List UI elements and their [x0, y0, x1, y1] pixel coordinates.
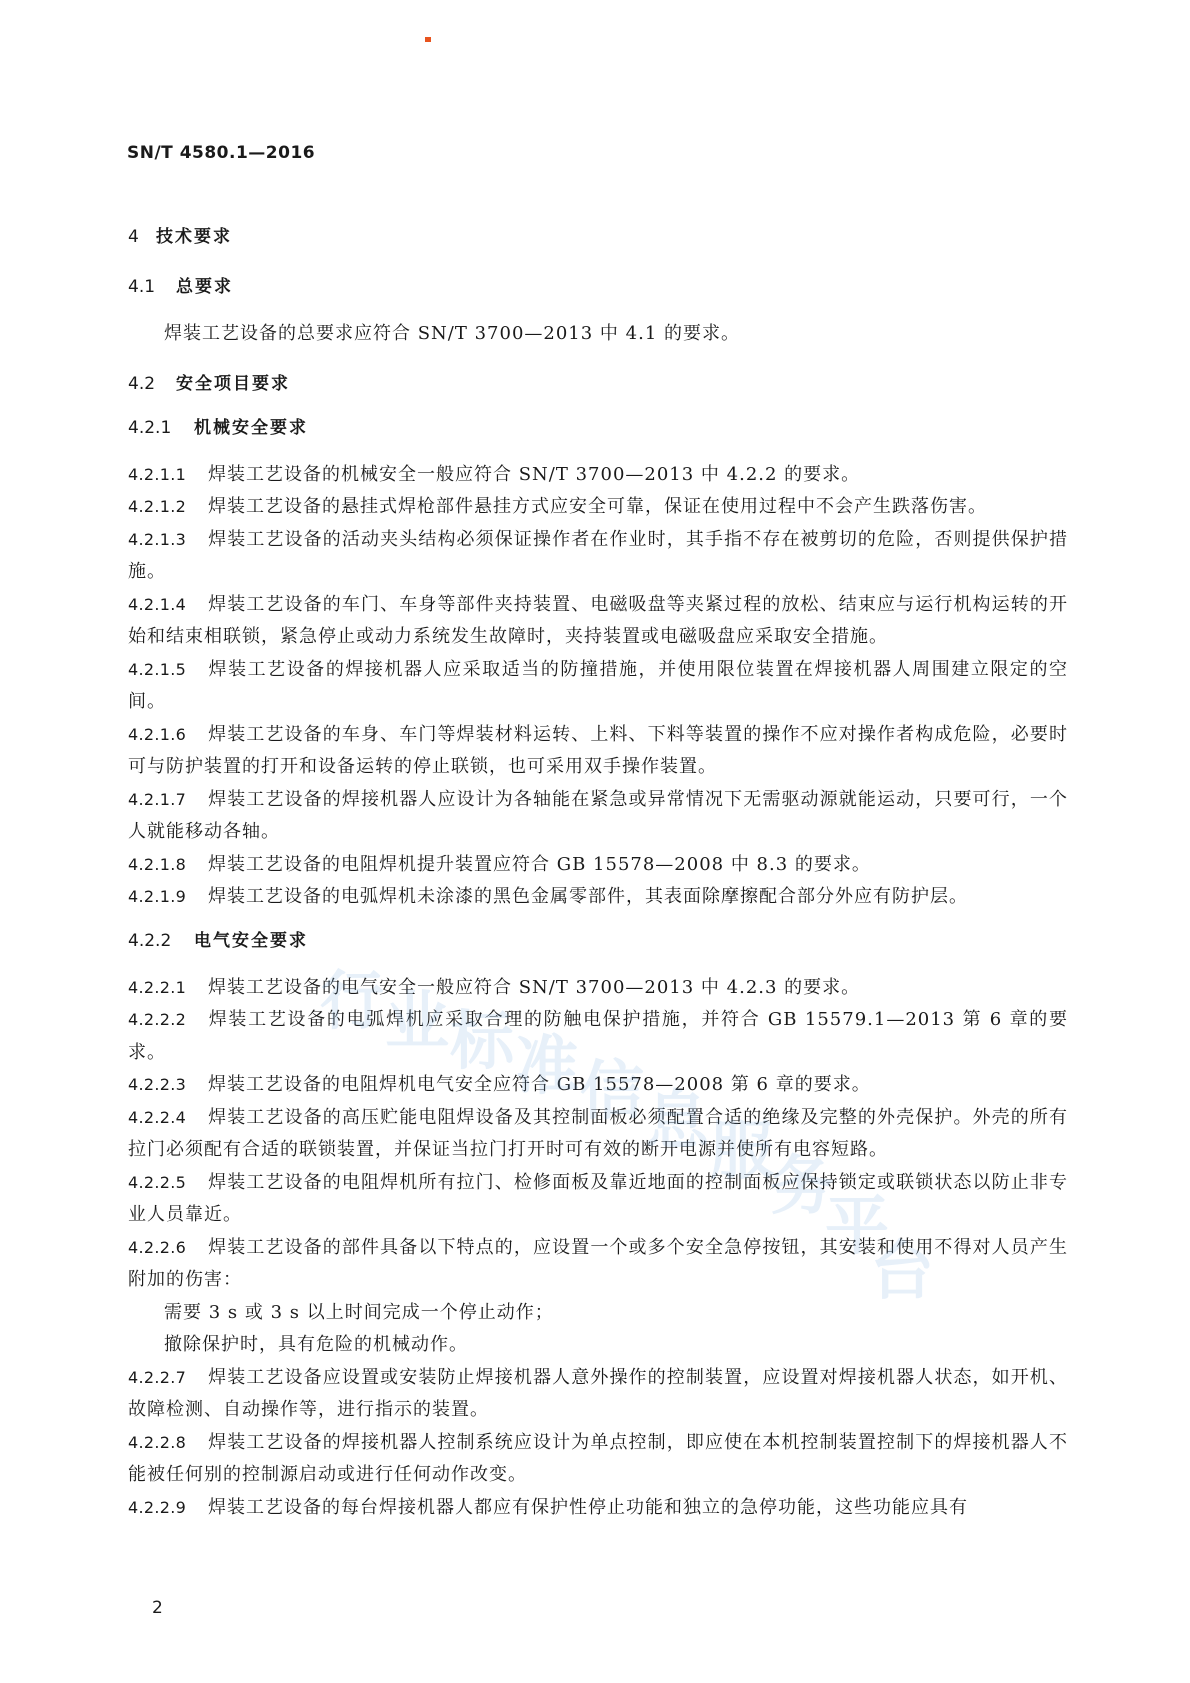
clause-text: 焊装工艺设备的悬挂式焊枪部件悬挂方式应安全可靠，保证在使用过程中不会产生跌落伤害。: [208, 496, 987, 517]
clause-number: 4.2.2.7: [128, 1367, 187, 1387]
clause-text: 焊装工艺设备的电弧焊机应采取合理的防触电保护措施，并符合 GB 15579.1—2013 第 6 章的要求。: [128, 1009, 1068, 1063]
watermark-char: 行: [320, 965, 384, 1039]
clause-list-4-2-2: [128, 972, 1068, 1525]
clause: [128, 1102, 1068, 1167]
section-heading-4-1: [128, 274, 1068, 300]
clause: [128, 491, 1068, 524]
clause: [128, 1167, 1068, 1232]
clause-text: 焊装工艺设备的焊接机器人控制系统应设计为单点控制，即应使在本机控制装置控制下的焊接机器人不能被任何别的控制源启动或进行任何动作改变。: [128, 1431, 1068, 1485]
section-heading-4: [128, 224, 1068, 250]
watermark-char: 息: [645, 1085, 709, 1159]
watermark-char: 业: [385, 985, 449, 1059]
clause-text: 焊装工艺设备的电阻焊机电气安全应符合 GB 15578—2008 第 6 章的要求。: [208, 1074, 871, 1095]
watermark-char: 平: [825, 1190, 889, 1264]
section-title: 安全项目要求: [176, 373, 290, 394]
clause-text: 焊装工艺设备的机械安全一般应符合 SN/T 3700—2013 中 4.2.2 的要求。: [208, 463, 861, 485]
clause-number: 4.2.1.7: [128, 789, 187, 809]
watermark-char: 准: [515, 1030, 579, 1104]
watermark-char: 信: [580, 1055, 644, 1129]
clause-text: 焊装工艺设备的车身、车门等焊装材料运转、上料、下料等装置的操作不应对操作者构成危险，必要时可与防护装置的打开和设备运转的停止联锁，也可采用双手操作装置。: [128, 723, 1068, 777]
list-item: 需要 3 s 或 3 s 以上时间完成一个停止动作；: [164, 1301, 554, 1323]
clause: [128, 849, 1068, 882]
clause-text: 焊装工艺设备的每台焊接机器人都应有保护性停止功能和独立的急停功能，这些功能应具有: [208, 1496, 968, 1518]
section-title: 总要求: [176, 277, 233, 297]
section-number: 4.2.2: [128, 930, 172, 951]
clause: [128, 1492, 1068, 1525]
clause-text: 焊装工艺设备的焊接机器人应设计为各轴能在紧急或异常情况下无需驱动源就能运动，只要可行，一个人就能移动各轴。: [128, 788, 1068, 842]
clause: [128, 589, 1068, 654]
clause-text: 焊装工艺设备的电气安全一般应符合 SN/T 3700—2013 中 4.2.3 的要求。: [208, 976, 861, 998]
watermark-char: 务: [770, 1150, 834, 1224]
clause-text: 焊装工艺设备的活动夹头结构必须保证操作者在作业时，其手指不存在被剪切的危险，否则提供保护措施。: [128, 528, 1068, 582]
section-number: 4.2: [128, 373, 156, 394]
watermark-char: 标: [450, 1005, 514, 1079]
standard-number: SN/T 4580.1—2016: [127, 143, 316, 163]
clause-number: 4.2.2.3: [128, 1075, 187, 1094]
clause-number: 4.2.1.3: [128, 529, 187, 549]
clause-number: 4.2.2.6: [128, 1237, 187, 1257]
clause-number: 4.2.2.8: [128, 1432, 187, 1452]
list-item: 撤除保护时，具有危险的机械动作。: [164, 1334, 468, 1355]
clause-number: 4.2.2.4: [128, 1107, 187, 1127]
clause-number: 4.2.1.2: [128, 497, 187, 516]
clause-list-4-2-1: [128, 459, 1068, 914]
clause: [128, 881, 1068, 914]
clause: [128, 972, 1068, 1005]
page-content: [128, 224, 1068, 1524]
clause-number: 4.2.1.4: [128, 594, 187, 614]
clause: [128, 719, 1068, 784]
section-title: 技术要求: [156, 227, 232, 247]
section-heading-4-2-2: [128, 928, 1068, 954]
page-number: 2: [152, 1598, 163, 1618]
section-heading-4-2: [128, 371, 1068, 397]
clause: [128, 784, 1068, 849]
clause-text: 焊装工艺设备的车门、车身等部件夹持装置、电磁吸盘等夹紧过程的放松、结束应与运行机构运转的开始和结束相联锁，紧急停止或动力系统发生故障时，夹持装置或电磁吸盘应采取安全措施。: [128, 593, 1068, 647]
watermark-char: 服: [710, 1115, 774, 1189]
clause-text: 焊装工艺设备的高压贮能电阻焊设备及其控制面板必须配置合适的绝缘及完整的外壳保护。外壳的所有拉门必须配有合适的联锁装置，并保证当拉门打开时可有效的断开电源并使所有电容短路。: [128, 1106, 1068, 1160]
clause: [128, 1362, 1068, 1427]
paragraph: 焊装工艺设备的总要求应符合 SN/T 3700—2013 中 4.1 的要求。: [164, 323, 741, 344]
section-number: 4.1: [128, 277, 156, 297]
clause-text: 焊装工艺设备应设置或安装防止焊接机器人意外操作的控制装置，应设置对焊接机器人状态，如开机、故障检测、自动操作等，进行指示的装置。: [128, 1366, 1068, 1420]
clause-text: 焊装工艺设备的部件具备以下特点的，应设置一个或多个安全急停按钮，其安装和使用不得对人员产生附加的伤害：: [128, 1236, 1068, 1290]
clause-number: 4.2.2.9: [128, 1497, 187, 1517]
clause: [128, 1069, 1068, 1102]
clause-number: 4.2.1.9: [128, 887, 187, 906]
watermark-char: 台: [870, 1235, 934, 1309]
clause-number: 4.2.1.1: [128, 464, 187, 484]
clause: [128, 1427, 1068, 1492]
clause: [128, 524, 1068, 589]
clause: [128, 459, 1068, 492]
clause-text: 焊装工艺设备的电弧焊机未涂漆的黑色金属零部件，其表面除摩擦配合部分外应有防护层。: [208, 886, 968, 907]
section-title: 机械安全要求: [194, 417, 308, 438]
section-number: 4.2.1: [128, 417, 172, 438]
clause: [128, 1232, 1068, 1297]
clause-number: 4.2.1.6: [128, 724, 187, 744]
clause-number: 4.2.2.2: [128, 1010, 187, 1029]
section-title: 电气安全要求: [194, 930, 308, 951]
clause: [128, 1004, 1068, 1069]
clause-number: 4.2.1.5: [128, 659, 187, 679]
clause: [128, 654, 1068, 719]
clause-number: 4.2.2.5: [128, 1172, 187, 1192]
clause-text: 焊装工艺设备的电阻焊机所有拉门、检修面板及靠近地面的控制面板应保持锁定或联锁状态以防止非专业人员靠近。: [128, 1171, 1068, 1225]
clause-number: 4.2.1.8: [128, 854, 187, 874]
clause-text: 焊装工艺设备的焊接机器人应采取适当的防撞措施，并使用限位装置在焊接机器人周围建立限定的空间。: [128, 658, 1068, 712]
section-number: 4: [128, 227, 139, 247]
clause-number: 4.2.2.1: [128, 977, 187, 997]
clause-text: 焊装工艺设备的电阻焊机提升装置应符合 GB 15578—2008 中 8.3 的要求。: [208, 853, 871, 875]
marker-dot: [425, 37, 431, 42]
section-heading-4-2-1: [128, 415, 1068, 441]
